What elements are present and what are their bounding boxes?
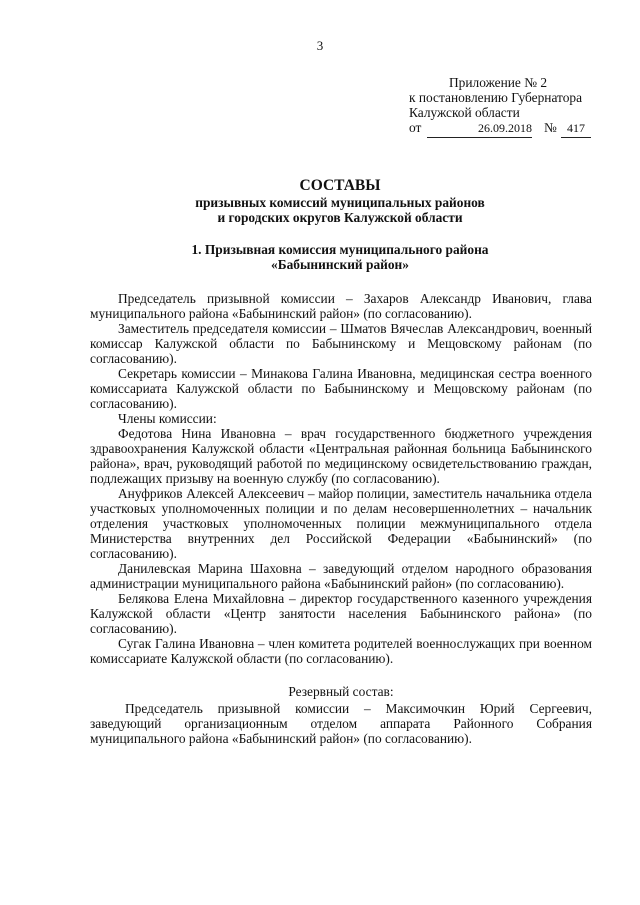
- appendix-line-1: к постановлению Губернатора: [409, 90, 583, 105]
- reserve-title: Резервный состав:: [288, 684, 394, 699]
- appendix-block: [409, 75, 599, 138]
- document-heading: [90, 176, 590, 225]
- paragraph: Данилевская Марина Шаховна – заведующий отделом народного образования администрации муниципального района «Бабынинский район» (по согласованию).: [90, 561, 592, 591]
- appendix-title: Приложение № 2: [449, 75, 548, 90]
- paragraph: Федотова Нина Ивановна – врач государственного бюджетного учреждения здравоохранения Калужской области «Центральная районная больница Бабынинского района», врач, руководящий работой по медицинскому освидетельствованию граждан, подлежащих призыву на военную службу (по согласованию).: [90, 426, 592, 486]
- heading-line-2: и городских округов Калужской области: [217, 210, 463, 225]
- paragraph: Заместитель председателя комиссии – Шматов Вячеслав Александрович, военный комиссар Калужской области по Бабынинскому и Мещовскому районам (по согласованию).: [90, 321, 592, 366]
- paragraph: Ануфриков Алексей Алексеевич – майор полиции, заместитель начальника отдела участковых уполномоченных полиции и по делам несовершеннолетних – начальник отделения участковых уполномоченных полиции межмуниципального отдела Министерства внутренних дел Российской Федерации «Бабынинский» (по согласованию).: [90, 486, 592, 561]
- paragraph: Председатель призывной комиссии – Захаров Александр Иванович, глава муниципального района «Бабынинский район» (по согласованию).: [90, 291, 592, 321]
- paragraph: Члены комиссии:: [118, 411, 217, 426]
- paragraph: Сугак Галина Ивановна – член комитета родителей военнослужащих при военном комиссариате Калужской области (по согласованию).: [90, 636, 592, 666]
- appendix-number-sign: №: [544, 120, 557, 135]
- heading-title: СОСТАВЫ: [299, 177, 381, 194]
- appendix-from-label: от: [409, 120, 422, 135]
- section-heading: [90, 242, 590, 272]
- section-line-1: 1. Призывная комиссия муниципального района: [191, 242, 489, 257]
- appendix-line-2: Калужской области: [409, 105, 520, 120]
- reserve-paragraph: Председатель призывной комиссии – Максимочкин Юрий Сергеевич, заведующий организационным отделом аппарата Районного Собрания муниципального района «Бабынинский район» (по согласованию).: [90, 701, 592, 746]
- page-number: 3: [316, 38, 324, 53]
- paragraph: Секретарь комиссии – Минакова Галина Ивановна, медицинская сестра военного комиссариата Калужской области по Бабынинскому и Мещовскому районам (по согласованию).: [90, 366, 592, 411]
- section-line-2: «Бабынинский район»: [271, 257, 409, 272]
- appendix-number: 417: [561, 120, 591, 138]
- document-body: [90, 291, 592, 746]
- heading-line-1: призывных комиссий муниципальных районов: [195, 195, 485, 210]
- appendix-date: 26.09.2018: [427, 120, 532, 138]
- paragraph: Белякова Елена Михайловна – директор государственного казенного учреждения Калужской области «Центр занятости населения Бабынинского района» (по согласованию).: [90, 591, 592, 636]
- appendix-date-row: [409, 120, 599, 138]
